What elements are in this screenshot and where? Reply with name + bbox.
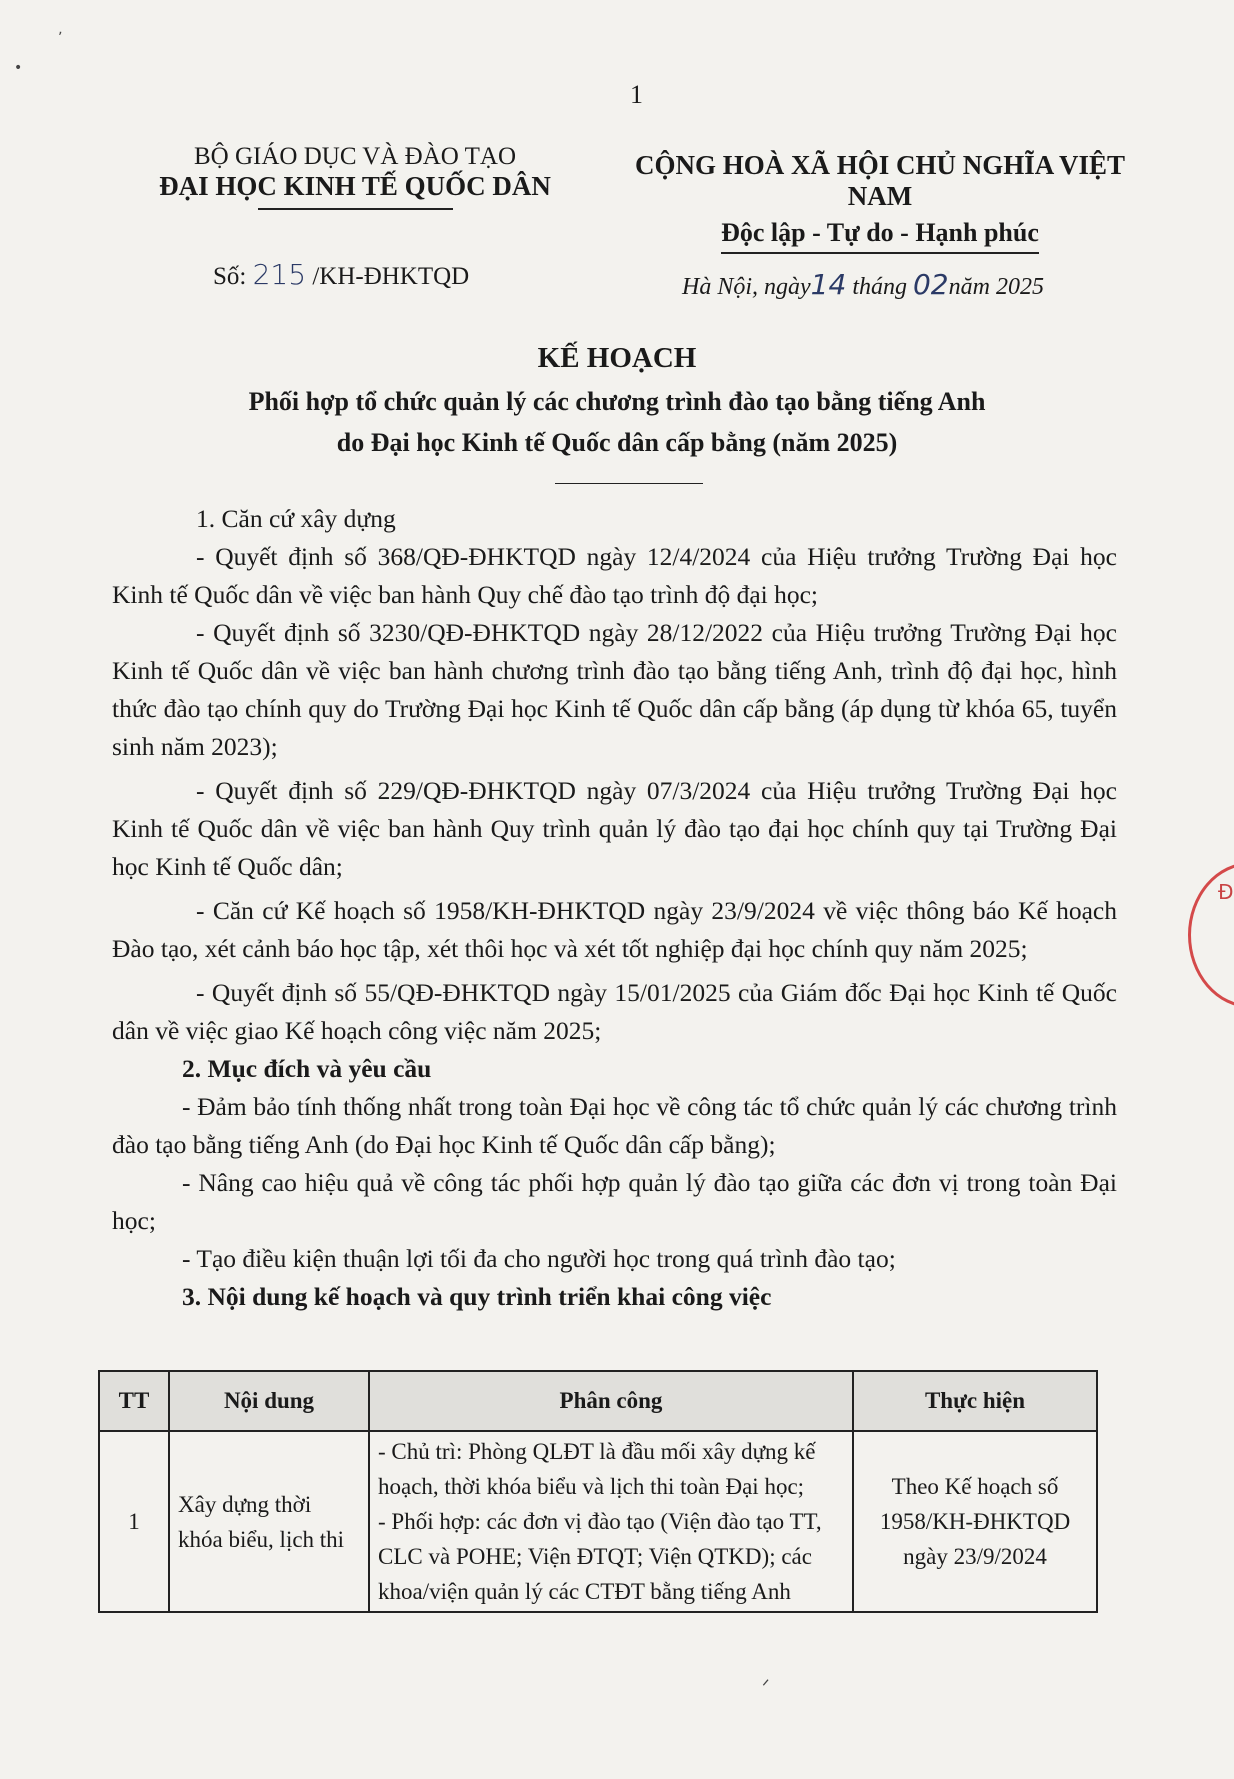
university-name: ĐẠI HỌC KINH TẾ QUỐC DÂN	[159, 171, 551, 201]
national-motto: Độc lập - Tự do - Hạnh phúc	[721, 218, 1039, 254]
document-date	[682, 268, 1044, 301]
cell-thuc-hien: Theo Kế hoạch số 1958/KH-ĐHKTQD ngày 23/9/2024	[853, 1431, 1097, 1612]
issuer-header	[150, 143, 560, 210]
document-subtitle-line1: Phối hợp tổ chức quản lý các chương trình đào tạo bằng tiếng Anh	[248, 387, 986, 416]
basis-item: - Quyết định số 229/QĐ-ĐHKTQD ngày 07/3/2024 của Hiệu trưởng Trường Đại học Kinh tế Quốc dân về việc ban hành Quy trình quản lý đào tạo đại học chính quy tại Trường Đại học Kinh tế Quốc dân;	[112, 776, 1117, 881]
col-header-phan-cong: Phân công	[369, 1371, 853, 1431]
header-underline	[258, 208, 453, 210]
country-name: CỘNG HOÀ XÃ HỘI CHỦ NGHĨA VIỆT NAM	[634, 150, 1126, 211]
date-month-word: tháng	[852, 274, 907, 300]
basis-item: - Quyết định số 3230/QĐ-ĐHKTQD ngày 28/12/2022 của Hiệu trưởng Trường Đại học Kinh tế Quốc dân về việc ban hành chương trình đào tạo bằng tiếng Anh, trình độ đại học, hình thức đào tạo chính quy do Trường Đại học Kinh tế Quốc dân cấp bằng (áp dụng từ khóa 65, tuyển sinh năm 2023);	[112, 618, 1117, 761]
table-row	[99, 1431, 1097, 1612]
basis-item: - Quyết định số 55/QĐ-ĐHKTQD ngày 15/01/2025 của Giám đốc Đại học Kinh tế Quốc dân về việc giao Kế hoạch công việc năm 2025;	[112, 978, 1117, 1045]
page-number: 1	[630, 80, 643, 109]
plan-table	[98, 1370, 1098, 1613]
basis-item: - Quyết định số 368/QĐ-ĐHKTQD ngày 12/4/2024 của Hiệu trưởng Trường Đại học Kinh tế Quốc dân về việc ban hành Quy chế đào tạo trình độ đại học;	[112, 542, 1117, 609]
basis-item: - Căn cứ Kế hoạch số 1958/KH-ĐHKTQD ngày 23/9/2024 về việc thông báo Kế hoạch Đào tạo, xét cảnh báo học tập, xét thôi học và xét tốt nghiệp đại học chính quy năm 2025;	[112, 896, 1117, 963]
document-number	[213, 258, 469, 291]
scan-speck: ʼ	[58, 30, 63, 46]
date-year: năm 2025	[948, 274, 1044, 300]
cell-noi-dung: Xây dựng thời khóa biểu, lịch thi	[169, 1431, 369, 1612]
col-header-tt: TT	[99, 1371, 169, 1431]
ministry-name: BỘ GIÁO DỤC VÀ ĐÀO TẠO	[194, 143, 516, 170]
national-header	[600, 150, 1160, 254]
purpose-item: - Tạo điều kiện thuận lợi tối đa cho người học trong quá trình đào tạo;	[182, 1244, 896, 1273]
cell-tt: 1	[99, 1431, 169, 1612]
purpose-item: - Đảm bảo tính thống nhất trong toàn Đại học về công tác tổ chức quản lý các chương trình đào tạo bằng tiếng Anh (do Đại học Kinh tế Quốc dân cấp bằng);	[112, 1092, 1117, 1159]
assignment-lead: - Chủ trì: Phòng QLĐT là đầu mối xây dựng kế hoạch, thời khóa biểu và lịch thi toàn Đại học;	[378, 1439, 816, 1499]
col-header-thuc-hien: Thực hiện	[853, 1371, 1097, 1431]
scan-speck: •	[14, 60, 23, 76]
document-title: KẾ HOẠCH	[537, 342, 697, 374]
date-day-handwritten: 14	[810, 268, 847, 301]
doc-number-handwritten: 215	[252, 258, 307, 291]
section-heading: 1. Căn cứ xây dựng	[196, 504, 396, 533]
date-prefix: Hà Nội, ngày	[682, 274, 811, 300]
title-divider	[555, 483, 703, 484]
scan-mark: ᐟ	[762, 1676, 770, 1697]
cell-phan-cong	[369, 1431, 853, 1612]
purpose-item: - Nâng cao hiệu quả về công tác phối hợp quản lý đào tạo giữa các đơn vị trong toàn Đại học;	[112, 1168, 1117, 1235]
assignment-support: - Phối hợp: các đơn vị đào tạo (Viện đào tạo TT, CLC và POHE; Viện ĐTQT; Viện QTKD); các khoa/viện quản lý các CTĐT bằng tiếng Anh	[378, 1509, 822, 1604]
date-month-handwritten: 02	[912, 268, 949, 301]
document-subtitle-line2: do Đại học Kinh tế Quốc dân cấp bằng (năm 2025)	[336, 428, 898, 457]
section-heading: 2. Mục đích và yêu cầu	[182, 1054, 432, 1083]
stamp-text: Đ	[1218, 880, 1234, 904]
col-header-noi-dung: Nội dung	[169, 1371, 369, 1431]
document-body	[112, 500, 1117, 1316]
section-heading: 3. Nội dung kế hoạch và quy trình triển khai công việc	[182, 1282, 772, 1311]
table-header-row	[99, 1371, 1097, 1431]
doc-number-suffix: /KH-ĐHKTQD	[312, 263, 470, 290]
doc-number-prefix: Số:	[213, 263, 247, 290]
